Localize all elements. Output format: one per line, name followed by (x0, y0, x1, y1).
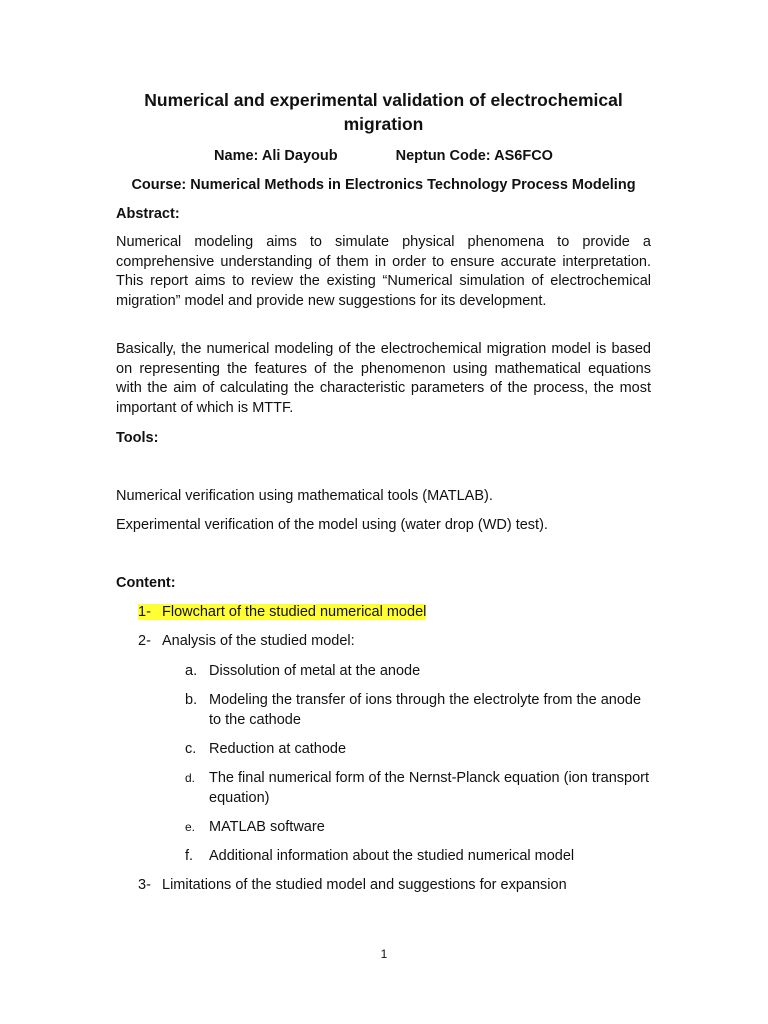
content-item-number: 3- (138, 877, 151, 893)
abstract-heading: Abstract: (116, 206, 180, 222)
sub-item-text: Modeling the transfer of ions through the electrolyte from the anode to the cathode (209, 692, 642, 728)
sub-item-letter: d. (185, 771, 196, 785)
content-item-2 (138, 631, 658, 651)
tools-item: Experimental verification of the model using (water drop (WD) test). (116, 517, 548, 533)
sub-item-b (185, 690, 651, 730)
sub-item-text: Dissolution of metal at the anode (209, 663, 421, 679)
document-title: Numerical and experimental validation of electrochemical migration (144, 90, 623, 134)
content-item-text: Analysis of the studied model: (162, 633, 355, 649)
sub-item-c (185, 739, 651, 759)
sub-item-text: Reduction at cathode (209, 741, 347, 757)
content-item-number: 1- (138, 604, 151, 620)
sub-item-letter: e. (185, 820, 196, 834)
course-name: Course: Numerical Methods in Electronics Technology Process Modeling (131, 177, 636, 193)
author-info (116, 146, 651, 166)
sub-item-text: The final numerical form of the Nernst-Planck equation (ion transport equation) (209, 770, 650, 806)
tools-item: Numerical verification using mathematical tools (MATLAB). (116, 488, 493, 504)
content-item-number: 2- (138, 633, 151, 649)
content-item-text: Limitations of the studied model and suggestions for expansion (162, 877, 567, 893)
content-item-text-highlighted: Flowchart of the studied numerical model (162, 604, 427, 620)
sub-item-text: Additional information about the studied numerical model (209, 848, 575, 864)
sub-item-text: MATLAB software (209, 819, 325, 835)
sub-item-letter: f. (185, 848, 194, 864)
abstract-paragraph-1: Numerical modeling aims to simulate physical phenomena to provide a comprehensive understanding of them in order to ensure accurate interpretation. This report aims to review the existing “Numerical simulation of electrochemical migration” model and provide new suggestions for its development. (116, 234, 651, 309)
neptun-code: Neptun Code: AS6FCO (395, 148, 553, 164)
author-name: Name: Ali Dayoub (214, 148, 338, 164)
sub-item-d (185, 768, 651, 808)
content-item-3 (138, 875, 658, 895)
sub-item-a (185, 661, 651, 681)
sub-item-letter: c. (185, 741, 197, 757)
abstract-paragraph-2: Basically, the numerical modeling of the electrochemical migration model is based on representing the features of the phenomenon using mathematical equations with the aim of calculating the characteristic parameters of the process, the most important of which is MTTF. (116, 341, 651, 416)
sub-item-letter: b. (185, 692, 198, 708)
page-number: 1 (380, 947, 388, 961)
content-heading: Content: (116, 575, 176, 591)
sub-item-letter: a. (185, 663, 198, 679)
content-item-1 (138, 602, 658, 622)
sub-item-e (185, 817, 651, 837)
tools-heading: Tools: (116, 430, 159, 446)
sub-item-f (185, 846, 651, 866)
